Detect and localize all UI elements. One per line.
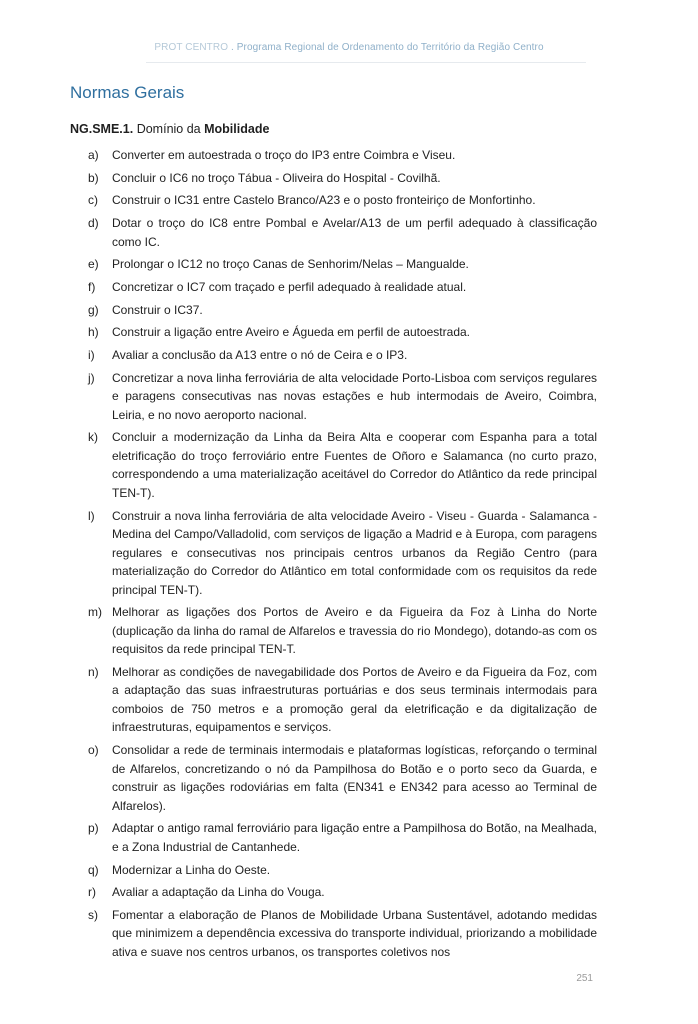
list-item-marker: o) bbox=[88, 743, 99, 758]
list-item bbox=[70, 169, 597, 188]
list-item-text: Melhorar as ligações dos Portos de Aveiro e da Figueira da Foz à Linha do Norte (duplicação da linha do ramal de Alfarelos e travessia do rio Mondego), dotando-as com os requisitos da rede principal TEN-T. bbox=[112, 605, 597, 657]
list-item-text: Melhorar as condições de navegabilidade dos Portos de Aveiro e da Figueira da Foz, com a adaptação das suas infraestruturas portuárias e dos seus terminais intermodais para comboios de 750 metros e a promoção geral da eletrificação e da digitalização de infraestruturas, equipamentos e serviços. bbox=[112, 664, 597, 735]
norm-code: NG.SME.1. bbox=[70, 122, 134, 136]
header-divider bbox=[146, 62, 586, 63]
list-item-text: Modernizar a Linha do Oeste. bbox=[112, 862, 271, 877]
list-item-text: Concretizar o IC7 com traçado e perfil adequado à realidade atual. bbox=[112, 279, 467, 294]
list-item-marker: p) bbox=[88, 821, 99, 836]
list-item-text: Adaptar o antigo ramal ferroviário para ligação entre a Pampilhosa do Botão, na Mealhada, e a Zona Industrial de Cantanhede. bbox=[112, 821, 597, 854]
list-item bbox=[70, 278, 597, 297]
list-item-text: Dotar o troço do IC8 entre Pombal e Avelar/A13 de um perfil adequado à classificação como IC. bbox=[112, 216, 597, 249]
list-item bbox=[70, 906, 597, 962]
header-separator: . bbox=[230, 42, 234, 53]
norm-items-list bbox=[70, 146, 597, 966]
list-item-text: Construir a nova linha ferroviária de alta velocidade Aveiro - Viseu - Guarda - Salamanca - Medina del Campo/Valladolid, com serviços de ligação a Madrid e à Europa, com paragens regulares e consecutivas nos principais centros urbanos da Região Centro (para materialização do Corredor do Atlântico em total conformidade com os requisitos da rede principal TEN-T). bbox=[112, 508, 597, 597]
section-title: Normas Gerais bbox=[70, 83, 185, 102]
running-header bbox=[0, 42, 698, 53]
list-item-marker: h) bbox=[88, 325, 99, 340]
header-brand: PROT CENTRO bbox=[154, 42, 229, 53]
list-item bbox=[70, 146, 597, 165]
list-item bbox=[70, 255, 597, 274]
list-item-marker: r) bbox=[88, 885, 96, 900]
list-item-text: Concretizar a nova linha ferroviária de alta velocidade Porto-Lisboa com serviços regulares e paragens consecutivas nas novas estações e hub intermodais de Aveiro, Coimbra, Leiria, e no novo aeroporto nacional. bbox=[112, 370, 597, 422]
list-item-marker: g) bbox=[88, 302, 99, 317]
norm-label: Domínio da bbox=[136, 122, 201, 136]
list-item bbox=[70, 741, 597, 815]
list-item-marker: i) bbox=[88, 348, 95, 362]
list-item-text: Converter em autoestrada o troço do IP3 entre Coimbra e Viseu. bbox=[112, 148, 456, 162]
list-item-marker: n) bbox=[88, 664, 99, 679]
list-item bbox=[70, 603, 597, 659]
list-item-marker: s) bbox=[88, 907, 98, 922]
list-item-text: Construir o IC31 entre Castelo Branco/A23 e o posto fronteiriço de Monfortinho. bbox=[112, 193, 536, 208]
list-item-text: Prolongar o IC12 no troço Canas de Senhorim/Nelas – Mangualde. bbox=[112, 257, 469, 272]
list-item-text: Concluir o IC6 no troço Tábua - Oliveira do Hospital - Covilhã. bbox=[112, 170, 441, 185]
list-item-text: Construir o IC37. bbox=[112, 302, 203, 317]
header-subtitle: Programa Regional de Ordenamento do Território da Região Centro bbox=[236, 42, 544, 53]
list-item-marker: e) bbox=[88, 257, 99, 272]
list-item-text: Avaliar a conclusão da A13 entre o nó de Ceira e o IP3. bbox=[112, 348, 408, 362]
list-item bbox=[70, 663, 597, 737]
list-item bbox=[70, 883, 597, 902]
list-item bbox=[70, 428, 597, 502]
norm-heading bbox=[70, 122, 269, 136]
list-item bbox=[70, 346, 597, 365]
list-item-text: Concluir a modernização da Linha da Beira Alta e cooperar com Espanha para a total eletrificação do troço ferroviário entre Fuentes de Oñoro e Salamanca (no curto prazo, correspondendo a uma materialização aceitável do Corredor do Atlântico da rede principal TEN-T). bbox=[112, 430, 597, 500]
list-item bbox=[70, 191, 597, 210]
list-item-marker: j) bbox=[88, 370, 95, 385]
list-item-marker: q) bbox=[88, 862, 99, 877]
norm-subject: Mobilidade bbox=[204, 122, 270, 136]
list-item-marker: c) bbox=[88, 193, 98, 208]
list-item-marker: l) bbox=[88, 508, 95, 523]
list-item bbox=[70, 214, 597, 251]
list-item bbox=[70, 369, 597, 425]
list-item-marker: a) bbox=[88, 148, 99, 162]
list-item-text: Consolidar a rede de terminais intermodais e plataformas logísticas, reforçando o terminal de Alfarelos, concretizando o nó da Pampilhosa do Botão e o porto seco da Guarda, e construir as ligações rodoviárias em falta (EN341 e EN342 para acesso ao Terminal de Alfarelos). bbox=[112, 743, 597, 813]
list-item bbox=[70, 323, 597, 342]
list-item bbox=[70, 301, 597, 320]
list-item-marker: d) bbox=[88, 216, 99, 231]
list-item-marker: m) bbox=[88, 605, 102, 620]
list-item bbox=[70, 819, 597, 856]
list-item bbox=[70, 861, 597, 880]
page-number: 251 bbox=[576, 973, 593, 984]
list-item bbox=[70, 507, 597, 600]
list-item-text: Fomentar a elaboração de Planos de Mobilidade Urbana Sustentável, adotando medidas que minimizem a dependência excessiva do transporte individual, priorizando a mobilidade ativa e suave nos centros urbanos, os transportes coletivos nos bbox=[112, 907, 597, 959]
list-item-marker: b) bbox=[88, 170, 99, 185]
list-item-marker: f) bbox=[88, 279, 96, 294]
list-item-marker: k) bbox=[88, 430, 98, 445]
list-item-text: Avaliar a adaptação da Linha do Vouga. bbox=[112, 885, 325, 900]
list-item-text: Construir a ligação entre Aveiro e Águeda em perfil de autoestrada. bbox=[112, 325, 470, 340]
